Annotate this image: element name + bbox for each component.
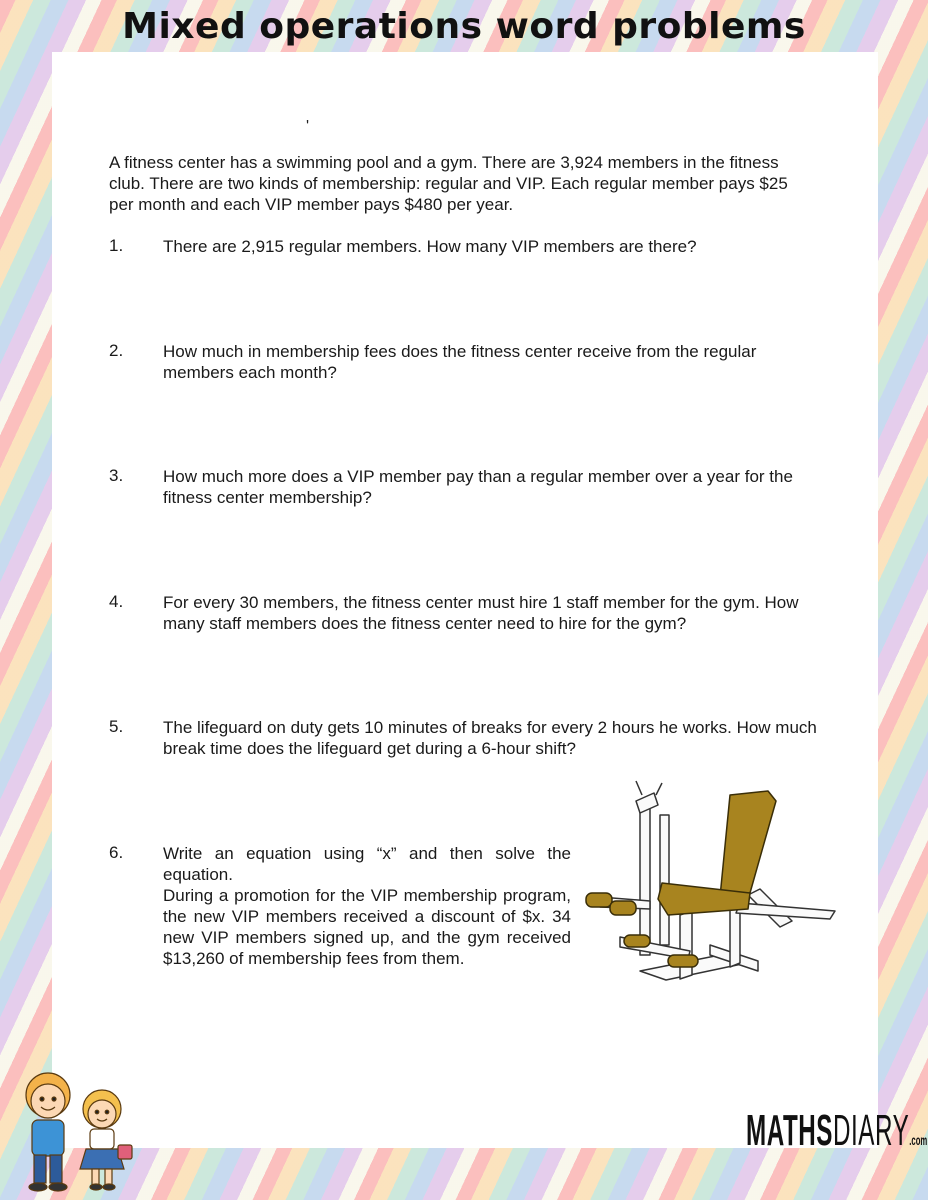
brand-logo xyxy=(746,1106,927,1156)
question-4-number: 4. xyxy=(109,592,124,611)
question-3-text: How much more does a VIP member pay than a regular member over a year for the fitness center membership? xyxy=(163,467,793,507)
question-4-text: For every 30 members, the fitness center must hire 1 staff member for the gym. How many staff members does the fitness center need to hire for the gym? xyxy=(163,593,799,633)
brand-logo-strong: MATHS xyxy=(746,1106,833,1155)
brand-logo-light: DIARY xyxy=(832,1106,910,1155)
stray-mark: ' xyxy=(306,118,310,135)
question-5-number: 5. xyxy=(109,717,124,736)
question-1-number: 1. xyxy=(109,236,124,255)
page-title: Mixed operations word problems xyxy=(122,6,806,47)
weight-bench-icon xyxy=(580,775,842,993)
question-2-number: 2. xyxy=(109,341,124,360)
brand-logo-suffix: .com xyxy=(909,1132,928,1148)
problem-intro: A fitness center has a swimming pool and a gym. There are 3,924 members in the fitness club. There are two kinds of membership: regular and VIP. Each regular member pays $25 per month and each VIP member pays $480 per year. xyxy=(109,153,788,214)
question-3-number: 3. xyxy=(109,466,124,485)
question-2-text: How much in membership fees does the fitness center receive from the regular members each month? xyxy=(163,342,757,382)
question-6-text xyxy=(163,843,571,969)
question-6-scenario: During a promotion for the VIP membership program, the new VIP members received a discount of $x. 34 new VIP members signed up, and the gym received $13,260 of membership fees from them. xyxy=(163,886,571,968)
question-1-text: There are 2,915 regular members. How many VIP members are there? xyxy=(163,237,697,256)
question-5-text: The lifeguard on duty gets 10 minutes of breaks for every 2 hours he works. How much break time does the lifeguard get during a 6-hour shift? xyxy=(163,718,817,758)
cartoon-children-icon xyxy=(10,1065,140,1195)
question-6-instruction: Write an equation using “x” and then solve the equation. xyxy=(163,844,571,884)
question-6-number: 6. xyxy=(109,843,124,862)
